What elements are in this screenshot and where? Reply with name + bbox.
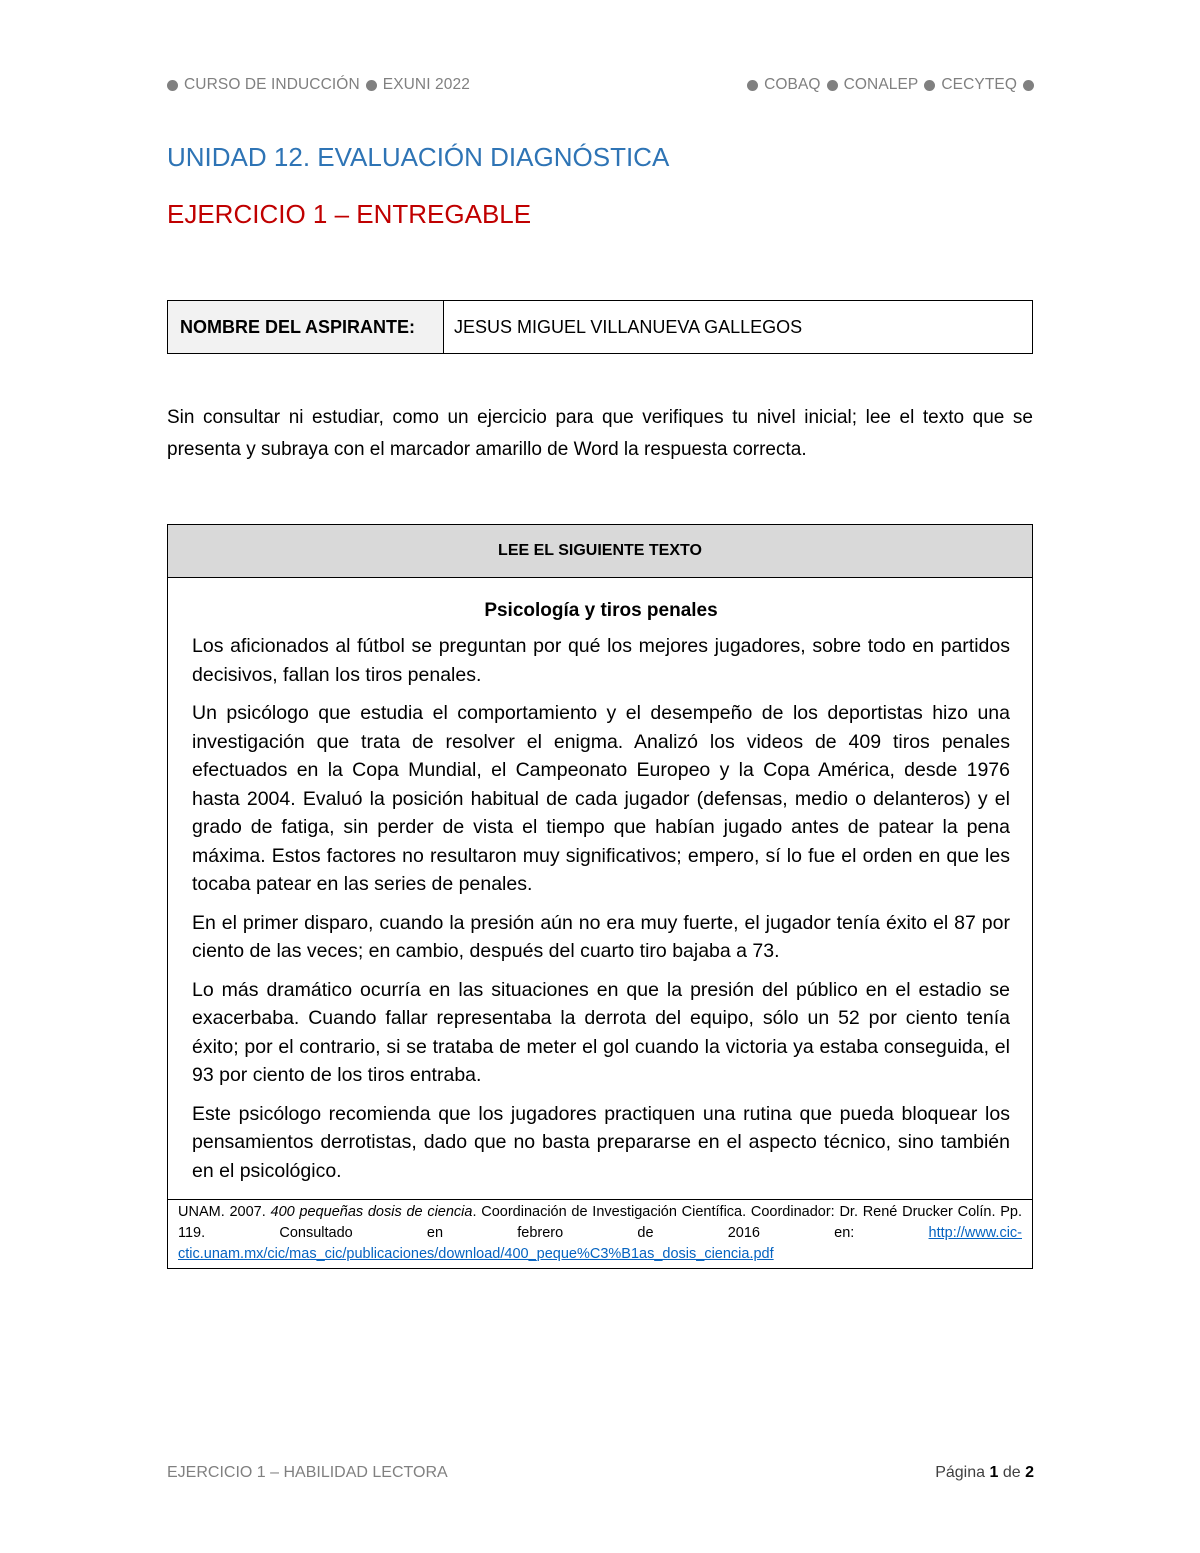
header-institution-1: COBAQ [764,76,821,93]
reading-table [167,524,1033,1269]
citation-details: . Coordinación de Investigación Científica. Coordinador: Dr. René Drucker Colín. Pp. 119. Consultado en febrero de 2016 en: [178,1204,1022,1241]
reading-paragraph: Los aficionados al fútbol se preguntan por qué los mejores jugadores, sobre todo en partidos decisivos, fallan los tiros penales. [192,635,1010,686]
header-institution-3: CECYTEQ [941,76,1017,93]
page-current: 1 [989,1464,999,1481]
page-header [167,72,1034,98]
bullet-dot-icon [827,80,838,91]
bullet-dot-icon [747,80,758,91]
page-word: Página [935,1464,986,1481]
header-exam: EXUNI 2022 [382,76,470,93]
reading-title: Psicología y tiros penales [484,600,718,621]
reading-paragraph: Este psicólogo recomienda que los jugadores practiquen una rutina que pueda bloquear los pensamientos derrotistas, dado que no basta prepararse en el aspecto técnico, sino también en el psicológico. [192,1102,1010,1182]
applicant-name-table [167,300,1033,354]
bullet-dot-icon [167,80,178,91]
citation-link[interactable]: http://www.cic-ctic.unam.mx/cic/mas_cic/publicaciones/download/400_peque%C3%B1as_dosis_ciencia.pdf [178,1225,1022,1262]
citation-book-title: 400 pequeñas dosis de ciencia [270,1204,473,1220]
reading-paragraph: En el primer disparo, cuando la presión aún no era muy fuerte, el jugador tenía éxito el 87 por ciento de las veces; en cambio, después del cuarto tiro bajaba a 73. [192,911,1010,962]
unit-title: UNIDAD 12. EVALUACIÓN DIAGNÓSTICA [167,142,670,172]
page-number [935,1464,1034,1482]
header-course: CURSO DE INDUCCIÓN [184,76,360,93]
page-footer [167,1460,1034,1486]
instructions-text: Sin consultar ni estudiar, como un ejercicio para que verifiques tu nivel inicial; lee el texto que se presenta y subraya con el marcador amarillo de Word la respuesta correcta. [167,407,1033,460]
header-institution-2: CONALEP [843,76,919,93]
applicant-name-field[interactable]: JESUS MIGUEL VILLANUEVA GALLEGOS [454,316,803,337]
citation-prefix: UNAM. 2007. [178,1204,271,1220]
reading-header: LEE EL SIGUIENTE TEXTO [168,525,1032,578]
reading-paragraph: Un psicólogo que estudia el comportamiento y el desempeño de los deportistas hizo una investigación que trata de resolver el enigma. Analizó los videos de 409 tiros penales efectuados en la Copa Mundial, el Campeonato Europeo y la Copa América, desde 1976 hasta 2004. Evaluó la posición habitual de cada jugador (defensas, medio o delanteros) y el grado de fatiga, sin perder de vista el tiempo que habían jugado antes de patear la pena máxima. Estos factores no resultaron muy significativos; empero, sí lo fue el orden en que les tocaba patear en las series de penales. [192,702,1010,895]
applicant-label: NOMBRE DEL ASPIRANTE: [168,301,444,353]
reading-body [168,578,1032,1199]
page-of: de [1002,1464,1021,1481]
citation [168,1199,1032,1268]
header-left-group [167,76,470,94]
bullet-dot-icon [1023,80,1034,91]
page-total: 2 [1025,1464,1034,1481]
header-right-group [747,76,1034,94]
bullet-dot-icon [366,80,377,91]
exercise-title: EJERCICIO 1 – ENTREGABLE [167,199,532,229]
bullet-dot-icon [924,80,935,91]
reading-paragraph: Lo más dramático ocurría en las situaciones en que la presión del público en el estadio se exacerbaba. Cuando fallar representaba la derrota del equipo, sólo un 52 por ciento tenía éxito; por el contrario, si se trataba de meter el gol cuando la victoria ya estaba conseguida, el 93 por ciento de los tiros entraba. [192,978,1010,1086]
footer-exercise-label: EJERCICIO 1 – HABILIDAD LECTORA [167,1464,448,1481]
